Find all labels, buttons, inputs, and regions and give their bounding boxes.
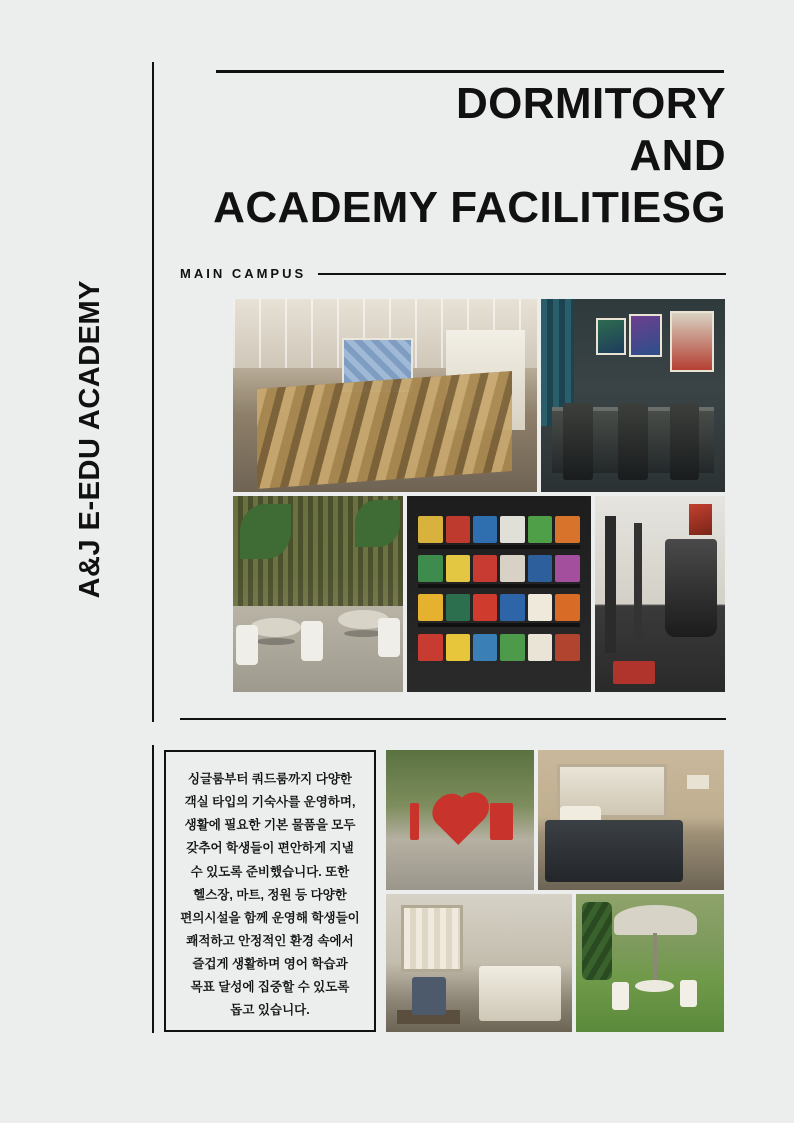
title-line-3: ACADEMY FACILITIESG <box>213 182 726 232</box>
photo-terrace <box>576 894 724 1032</box>
header-rule <box>216 70 724 73</box>
photo-i-love-sign <box>386 750 534 890</box>
photo-single-room <box>386 894 572 1032</box>
title-line-1: DORMITORY <box>455 79 726 128</box>
middle-rule <box>180 718 726 720</box>
page-title <box>180 78 726 234</box>
photo-gym <box>595 496 725 692</box>
side-title-text: A&J E-EDU ACADEMY <box>73 280 106 599</box>
photo-mini-mart <box>407 496 591 692</box>
photo-bedroom <box>538 750 724 890</box>
vertical-divider-top <box>152 62 154 722</box>
subtitle-row <box>180 266 726 281</box>
photo-grid-top <box>233 299 725 692</box>
vertical-divider-bottom <box>152 745 154 1033</box>
photo-study-room <box>541 299 725 492</box>
side-title <box>60 280 120 700</box>
subtitle-rule <box>318 273 726 275</box>
description-text: 싱글룸부터 쿼드룸까지 다양한 객실 타입의 기숙사를 운영하며, 생활에 필요한 기본 물품을 모두 갖추어 학생들이 편안하게 지낼 수 있도록 준비했습니다. 또한 헬스장, 마트, 정원 등 다양한 편의시설을 함께 운영해 학생들이 쾌적하고 안정적인 환경 속에서 즐겁게 생활하며 영어 학습과 목표 달성에 집중할 수 있도록 돕고 있습니다. <box>180 772 360 1018</box>
description-box <box>164 750 376 1032</box>
photo-grid-bottom <box>386 750 724 1032</box>
subtitle-text: MAIN CAMPUS <box>180 266 307 281</box>
photo-classroom <box>233 299 537 492</box>
photo-garden-patio <box>233 496 403 692</box>
title-line-2: AND <box>629 130 726 180</box>
